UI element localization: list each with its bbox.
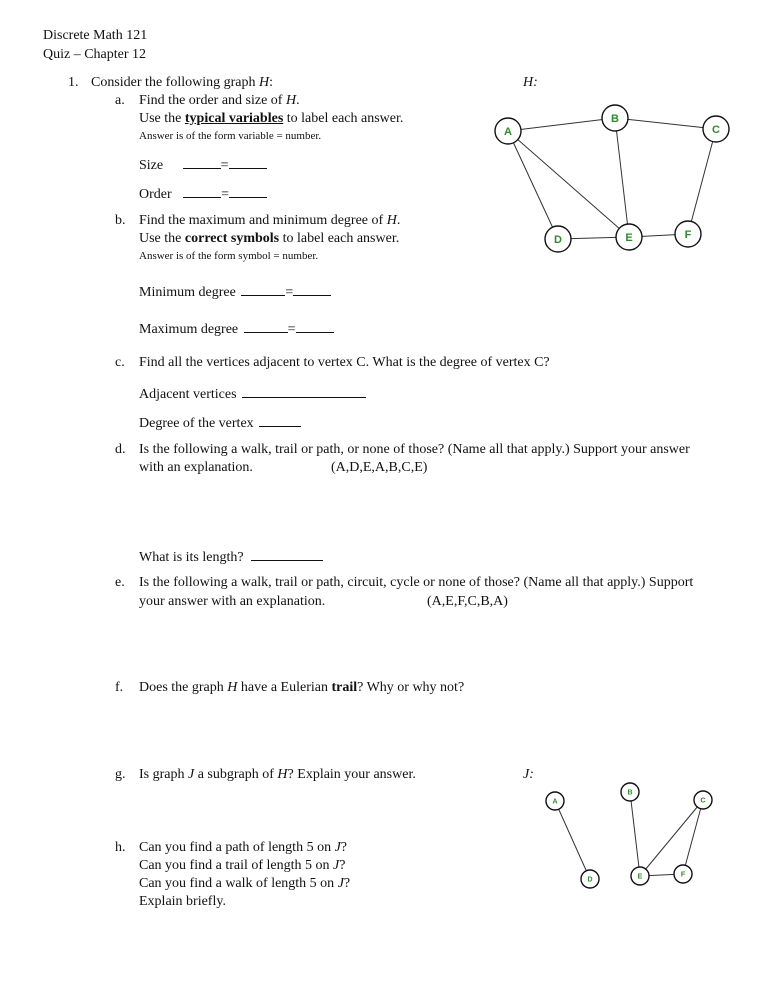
part-b-letter: b. (115, 213, 126, 228)
part-b-hint: Answer is of the form symbol = number. (139, 250, 319, 262)
part-b-period: . (396, 213, 401, 228)
part-d-line2: with an explanation. (139, 460, 253, 475)
graph-j-vertex-label: C (700, 797, 706, 805)
part-h-letter: h. (115, 840, 126, 855)
degree-label: Degree of the vertex (139, 416, 254, 431)
part-b-line2-post: to label each answer. (279, 231, 400, 246)
graph-j-edge-cf (683, 797, 706, 874)
part-b-var: H (386, 213, 397, 228)
intro-text: Consider the following graph (91, 75, 259, 90)
part-h-line4: Explain briefly. (139, 894, 226, 909)
part-d-line1: Is the following a walk, trail or path, or none of those? (Name all that apply.) Support your answer (139, 442, 690, 457)
course-title: Discrete Math 121 (43, 28, 148, 43)
graph-h-vertex-label: C (712, 123, 720, 136)
part-e-sequence: (A,E,F,C,B,A) (427, 594, 508, 609)
graph-h-vertex-label: F (684, 228, 692, 241)
part-e-letter: e. (115, 575, 125, 590)
min-degree-label: Minimum degree (139, 285, 236, 300)
graph-j-vertex-c (694, 791, 712, 809)
part-h-line3-q: ? (343, 876, 351, 891)
adjacent-label: Adjacent vertices (139, 387, 237, 402)
part-g-post: ? Explain your answer. (287, 767, 416, 782)
part-h-line3-text: Can you find a walk of length 5 on (139, 876, 338, 891)
graph-h-vertex-label: D (554, 233, 562, 246)
length-label: What is its length? (139, 550, 244, 565)
part-a-var: H (285, 93, 297, 108)
part-f-post: ? Why or why not? (357, 680, 465, 695)
part-f-var: H (227, 680, 238, 695)
graph-j-vertex-label: E (637, 873, 643, 881)
part-h-line3-var: J (337, 876, 344, 891)
graph-h-label: H: (523, 75, 538, 90)
part-b-emphasis: correct symbols (184, 231, 280, 246)
order-label: Order (139, 187, 172, 202)
part-a-line1-text: Find the order and size of (139, 93, 286, 108)
part-g-mid: a subgraph of (194, 767, 278, 782)
part-a-emphasis: typical variables (184, 111, 284, 126)
graph-h-vertex-label: A (504, 125, 512, 138)
max-degree-equals: = (287, 322, 296, 337)
size-label: Size (139, 158, 164, 173)
part-b-line2-pre: Use the (139, 231, 185, 246)
graph-j-edge-ce (640, 797, 706, 876)
intro-colon: : (269, 75, 273, 90)
part-a-line2-pre: Use the (139, 111, 185, 126)
part-h-line1-text: Can you find a path of length 5 on (139, 840, 335, 855)
part-a-line2-post: to label each answer. (283, 111, 404, 126)
part-h-line1-var: J (334, 840, 341, 855)
part-f-mid: have a Eulerian (237, 680, 332, 695)
graph-j-vertex-label: A (552, 798, 558, 806)
part-g-letter: g. (115, 767, 126, 782)
graph-j-label: J: (523, 767, 534, 782)
graph-j-vertex-label: B (627, 789, 633, 797)
part-b-line1-text: Find the maximum and minimum degree of (139, 213, 387, 228)
size-equals: = (220, 158, 229, 173)
part-d-letter: d. (115, 442, 126, 457)
part-h-line2-q: ? (339, 858, 346, 873)
min-degree-equals: = (285, 285, 294, 300)
graph-j-vertex-d (581, 870, 599, 888)
max-degree-label: Maximum degree (139, 322, 239, 337)
part-g-pre: Is graph (139, 767, 188, 782)
question-number: 1. (68, 75, 79, 90)
part-e-line2: your answer with an explanation. (139, 594, 326, 609)
graph-j-vertex-a (546, 792, 564, 810)
graph-j-vertex-e (631, 867, 649, 885)
graph-j-vertex-f (674, 865, 692, 883)
part-h-line2-text: Can you find a trail of length 5 on (139, 858, 334, 873)
part-g-var-h: H (277, 767, 288, 782)
part-h-line1-q: ? (340, 840, 348, 855)
part-d-sequence: (A,D,E,A,B,C,E) (331, 460, 428, 475)
part-a-hint: Answer is of the form variable = number. (139, 130, 322, 142)
part-c-letter: c. (115, 355, 125, 370)
part-h-line2-var: J (333, 858, 340, 873)
part-f-pre: Does the graph (139, 680, 228, 695)
graph-h-vertex-label: E (625, 231, 633, 244)
intro-graph-var: H (258, 75, 270, 90)
order-equals: = (221, 187, 230, 202)
part-a-letter: a. (115, 93, 125, 108)
graph-j-edge-be (630, 792, 640, 876)
graph-j-vertex-b (621, 783, 639, 801)
part-a-period: . (296, 93, 300, 108)
part-f-letter: f. (115, 680, 124, 695)
graph-j-vertex-label: D (587, 876, 593, 884)
graph-h-vertex-label: B (611, 112, 619, 125)
graph-j-vertex-label: F (680, 871, 686, 879)
part-e-line1: Is the following a walk, trail or path, circuit, cycle or none of those? (Name all that apply.) Support (139, 575, 694, 590)
part-f-emphasis: trail (331, 680, 358, 695)
graph-j-edge-ad (555, 801, 590, 879)
part-g-var-j: J (188, 767, 195, 782)
quiz-title: Quiz – Chapter 12 (43, 47, 147, 62)
part-c-text: Find all the vertices adjacent to vertex C. What is the degree of vertex C? (139, 355, 550, 370)
